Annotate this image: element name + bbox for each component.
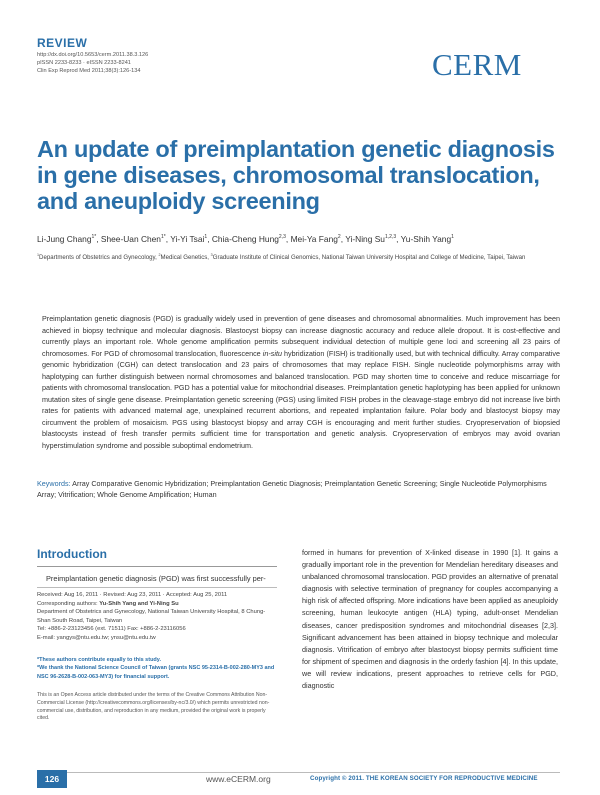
- affiliations: $^1$Departments of Obstetrics and Gynecology, $^2$Medical Genetics, $^3$Graduate Institute of Clinical Genomics, National Taiwan University Hospital and College of Medicine, Taipei, Taiwan: [37, 252, 526, 261]
- author: Shee-Uan Chen$^{1*}$: [100, 234, 166, 244]
- body-text-right-column: formed in humans for prevention of X-linked disease in 1990 [1]. It gains a gradually important role in the prevention for Mendelian hereditary diseases and unbalanced chromosomal translocation. PGD provides an alternative of prenatal diagnosis with selective termination of pregnancy for couples accompanying a high risk of affected offspring. More indications have been applied as aneuploidy screening, human leukocyte antigen (HLA) typing, adult-onset Mendelian diseases, cancer predisposition syndromes and mitochondrial diseases [2,3]. Significant advancement has been attained in biopsy technique and molecular diagnosis. Vitrification of embryo after blastocyst biopsy permits sufficient time for shipment of specimen and diagnosis in the orderly fashion [4]. In this update, we will review indications, present approaches to retrieve cells for PGD, diagnostic: [302, 548, 558, 691]
- equal-contribution-note: *These authors contribute equally to this study.: [37, 657, 161, 663]
- abstract: Preimplantation genetic diagnosis (PGD) is gradually widely used in prevention of gene diseases and chromosomal abnormalities. Much improvement has been achieved in biopsy technique and molecular diagnosis. Blastocyst biopsy can increase diagnostic accuracy and reduce allele dropout. It is cost-effective and currently plays an important role. Whole genome amplification permits subsequent individual detection of multiple gene loci and screening all 23 pairs of chromosomes. For PGD of chromosomal translocation, fluorescence in-situ hybridization (FISH) is traditionally used, but with technical difficulty. Array comparative genomic hybridization (CGH) can detect translocation and 23 pairs of chromosomes that may replace FISH. Single nucleotide polymorphisms array with haplotyping can further distinguish between normal chromosomes and balanced translocation. PGD may shorten time to conceive and reduce miscarriage for patients with chromosomal translocation. PGD has a potential value for mitochondrial diseases. Preimplantation genetic haplotyping has been applied for unknown mutation sites of single gene disease. Preimplantation genetic screening (PGS) using limited FISH probes in the cleavage-stage embryo did not increase live birth rates for patients with advanced maternal age, unexplained recurrent abortions, and repeated implantation failure. Polar body and blastocyst biopsy may circumvent the problem of mosaicism. PGS using blastocyst biopsy and array CGH is encouraging and merit further studies. Cryopreservation of biopsied blastocysts instead of fresh transfer permits sufficient time for transportation and genetic analysis. Cryopreservation of embryos may avoid ovarian hyperstimulation syndrome and possible suboptimal endometrium.: [42, 314, 560, 450]
- corresponding-authors: Corresponding authors: Yu-Shih Yang and Yi-Ning Su: [37, 600, 179, 607]
- journal-website-link[interactable]: www.eCERM.org: [206, 774, 271, 784]
- author: Chia-Cheng Hung$^{2,3}$: [211, 234, 286, 244]
- author: Mei-Ya Fang$^2$: [290, 234, 341, 244]
- doi-link[interactable]: http://dx.doi.org/10.5653/cerm.2011.38.3.126: [37, 52, 149, 58]
- author: Li-Jung Chang$^{1*}$: [37, 234, 97, 244]
- open-access-statement: This is an Open Access article distributed under the terms of the Creative Commons Attribution Non-Commercial License (http://creativecommons.org/licenses/by-nc/3.0/) which permits unrestricted non-commercial use, distribution, and reproduction in any medium, provided the original work is properly cited.: [37, 692, 270, 722]
- author: Yi-Yi Tsai$^1$: [170, 234, 208, 244]
- footer-divider: [37, 772, 560, 773]
- divider: [37, 566, 277, 567]
- article-type-label: REVIEW: [37, 36, 88, 50]
- divider: [37, 587, 277, 588]
- citation: Clin Exp Reprod Med 2011;38(3):126-134: [37, 68, 141, 75]
- author: Yi-Ning Su$^{1,2,3}$: [345, 234, 397, 244]
- copyright-notice: Copyright © 2011. THE KOREAN SOCIETY FOR REPRODUCTIVE MEDICINE: [310, 775, 538, 782]
- keywords-label: Keywords:: [37, 479, 71, 488]
- author-list: Li-Jung Chang$^{1*}$, Shee-Uan Chen$^{1*}$, Yi-Yi Tsai$^1$, Chia-Cheng Hung$^{2,3}$, Mei-Ya Fang$^2$, Yi-Ning Su$^{1,2,3}$, Yu-Shih Yang$^1$: [37, 234, 454, 244]
- page-number: 126: [37, 770, 67, 788]
- section-heading-introduction: Introduction: [37, 547, 107, 561]
- journal-logo: CERM: [432, 47, 522, 82]
- contact-phone: Tel: +886-2-23123456 (ext. 71511) Fax: +886-2-23116056: [37, 626, 186, 632]
- contact-email[interactable]: E-mail: yangys@ntu.edu.tw; ynsu@ntu.edu.tw: [37, 634, 156, 641]
- footnotes: [37, 656, 277, 681]
- article-info: [37, 591, 277, 642]
- article-dates: Received: Aug 16, 2011 · Revised: Aug 23, 2011 · Accepted: Aug 25, 2011: [37, 592, 228, 598]
- article-title: An update of preimplantation genetic diagnosis in gene diseases, chromosomal translocation, and aneuploidy screening: [37, 136, 555, 214]
- intro-first-line: Preimplantation genetic diagnosis (PGD) was first successfully per-: [46, 574, 266, 583]
- keywords: [37, 478, 557, 500]
- keywords-text: Array Comparative Genomic Hybridization; Preimplantation Genetic Diagnosis; Preimplantation Genetic Screening; Single Nucleotide Polymorphisms Array; Vitrification; Whole Genome Amplification; Human: [37, 479, 547, 499]
- corresponding-address: Department of Obstetrics and Gynecology, National Taiwan University Hospital, 8 Chung-Shan South Road, Taipei, Taiwan: [37, 609, 266, 624]
- journal-meta: [37, 51, 148, 76]
- issn: pISSN 2233-8233 · eISSN 2233-8241: [37, 60, 131, 67]
- author: Yu-Shih Yang$^1$: [400, 234, 454, 244]
- funding-note: *We thank the National Science Council of Taiwan (grants NSC 95-2314-B-002-280-MY3 and NSC 96-2628-B-002-063-MY3) for financial support.: [37, 665, 275, 680]
